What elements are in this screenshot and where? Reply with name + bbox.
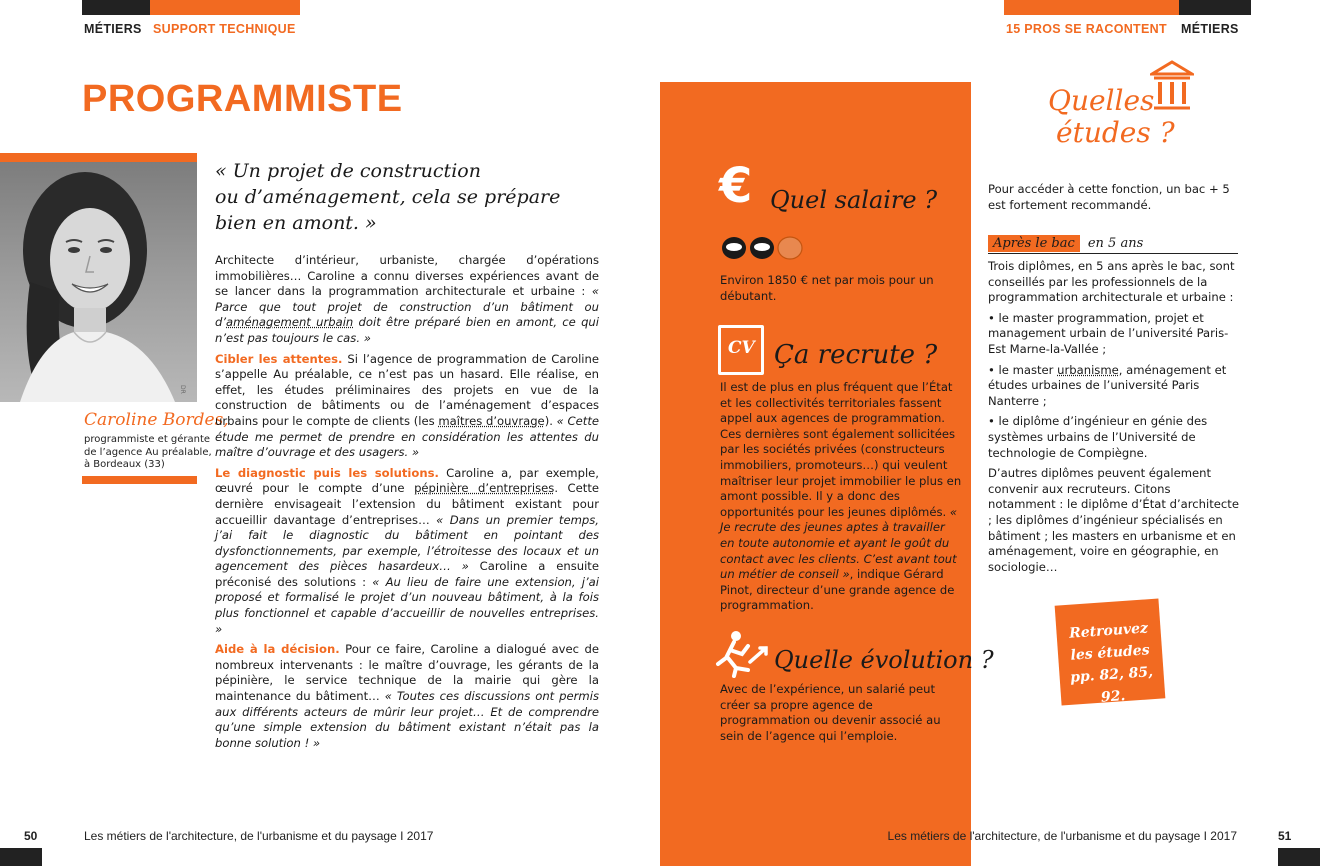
euro-icon: €	[719, 158, 753, 214]
link-amenagement-urbain[interactable]: aménagement urbain	[226, 315, 354, 330]
evolution-text: Avec de l’expérience, un salarié peut créer sa propre agence de programmation ou devenir associé au sein de l’agence qui l’emploie.	[720, 682, 941, 743]
coin-filled-icon	[722, 237, 746, 259]
cv-badge-label: CV	[728, 338, 755, 358]
paragraph-2-text-b: . Cette dernière envisageait l’extension du bâtiment existant pour accueillir davantage d’entreprises…	[215, 481, 599, 527]
header-bar-dark-left	[82, 0, 150, 15]
studies-title-line-1: Quelles	[1048, 84, 1155, 117]
photo-credit: DR	[179, 385, 186, 394]
intro-text: Architecte d’intérieur, urbaniste, chargée d’opérations immobilières… Caroline a connu diverses expériences avant de se lancer dans la programmation architecturale et urbaine :	[215, 253, 599, 299]
article-paragraph-2	[215, 466, 599, 638]
person-caption	[84, 434, 212, 472]
paragraph-3-text: Pour ce faire, Caroline a dialogué avec de nombreux intervenants : le maître d’ouvrage, les gérants de la pépinière, le service technique de la mairie qui gère la maintenance du bâtiment…	[215, 642, 599, 704]
portrait-illustration	[0, 162, 197, 402]
header-subsection-right: MÉTIERS	[1181, 22, 1239, 36]
article-intro	[215, 253, 599, 347]
studies-tag: Après le bac	[988, 235, 1080, 252]
sticker-text	[1055, 598, 1166, 711]
quote-line-1: « Un projet de construction	[215, 160, 481, 182]
studies-lead: Trois diplômes, en 5 ans après le bac, sont conseillés par les professionnels de la programmation architecturale et urbaine :	[988, 259, 1235, 305]
sticker-line-1: Retrouvez	[1068, 620, 1149, 642]
salary-title: Quel salaire ?	[770, 186, 938, 214]
quote-line-3: bien en amont. »	[215, 212, 377, 234]
coin-empty-icon	[778, 237, 802, 259]
article-body	[215, 253, 599, 756]
header-section-right: 15 PROS SE RACONTENT	[1006, 22, 1167, 36]
header-bar-orange-right	[1004, 0, 1179, 15]
studies-item-3: • le diplôme d’ingénieur en génie des systèmes urbains de l’Université de technologie de Compiègne.	[988, 414, 1208, 460]
article-paragraph-1	[215, 352, 599, 461]
recruit-text	[720, 380, 962, 614]
footer-bar-right	[1278, 848, 1320, 866]
columns-icon	[1150, 60, 1194, 112]
recruit-title: Ça recrute ?	[774, 340, 938, 370]
quote-line-2: ou d’aménagement, cela se prépare	[215, 186, 561, 208]
header-bar-orange-left	[150, 0, 300, 15]
paragraph-1-punct: ).	[544, 413, 557, 428]
link-maitres-ouvrage[interactable]: maîtres d’ouvrage	[438, 413, 545, 428]
recruit-attribution: , indique Gérard Pinot, directeur d’une grande agence de programmation.	[720, 567, 955, 613]
link-pepiniere-entreprises[interactable]: pépinière d’entreprises	[414, 481, 555, 496]
studies-tag-suffix: en 5 ans	[1087, 236, 1144, 251]
intro-quote-end: doit être préparé bien en amont, ce qui n’est pas toujours le cas. »	[215, 315, 599, 345]
studies-item-2: • le master urbanisme, aménagement et études urbaines de l’université Paris Nanterre ;	[988, 362, 1227, 408]
paragraph-2-text-c: Caroline a ensuite préconisé des solutions :	[215, 559, 599, 589]
paragraph-3-lead: Aide à la décision.	[215, 642, 340, 657]
person-city: à Bordeaux (33)	[84, 459, 165, 470]
sticker-line-2: les études	[1070, 642, 1151, 664]
studies-tag-row	[988, 232, 1238, 254]
pull-quote	[215, 158, 560, 236]
footer-text-right: Les métiers de l'architecture, de l'urbanisme et du paysage I 2017	[887, 829, 1237, 843]
footer-text-left: Les métiers de l'architecture, de l'urbanisme et du paysage I 2017	[84, 829, 434, 843]
footer-page-number-left: 50	[24, 829, 38, 843]
footer-bar-left	[0, 848, 42, 866]
coins-rating	[720, 234, 830, 262]
caption-bottom-rule	[82, 476, 197, 484]
paragraph-1-quote: « Cette étude me permet de prendre en considération les attentes du maître d’ouvrage et des usagers. »	[215, 413, 600, 460]
link-urbanisme[interactable]: urbanisme	[1057, 362, 1119, 377]
studies-title-line-2: études ?	[1056, 116, 1175, 149]
salary-text: Environ 1850 € net par mois pour un débutant.	[720, 273, 934, 303]
cv-icon	[718, 325, 764, 375]
person-org: de l’agence Au préalable,	[84, 446, 212, 458]
footer-page-number-right: 51	[1278, 829, 1292, 843]
recruit-quote: « Je recrute des jeunes aptes à travailler en toute autonomie et ayant le goût du contact avec les clients. C’est avant tout un métier de conseil »	[720, 504, 958, 582]
sticker-line-3: pp. 82, 85, 92.	[1069, 664, 1154, 706]
photo-top-rule	[0, 153, 197, 162]
portrait-photo	[0, 162, 197, 402]
recruit-paragraph: Il est de plus en plus fréquent que l’État et les collectivités territoriales fassent appel aux agences de programmation. Ces dernières sont également sollicitées par les sociétés privées (constructeurs immobiliers, promoteurs…) qui veulent maîtriser leur projet immobilier le plus en amont possible. Il y a donc des opportunités pour les jeunes diplômés.	[720, 380, 962, 519]
studies-intro: Pour accéder à cette fonction, un bac + 5 est fortement recommandé.	[988, 182, 1230, 212]
paragraph-1-text: Si l’agence de programmation de Caroline s’appelle Au préalable, ce n’est pas un hasard. Elle réalise, en effet, les études préliminaires des projets en vue de la construction de bâtiments ou de l’aménagement d’espaces urbains pour le compte de clients (les	[215, 351, 599, 428]
person-role: programmiste et gérante	[84, 434, 211, 445]
evolution-title: Quelle évolution ?	[774, 646, 994, 674]
studies-item-1: • le master programmation, projet et management urbain de l’université Paris-Est Marne-la-Vallée ;	[988, 310, 1229, 356]
studies-list	[988, 259, 1240, 580]
paragraph-2-quote-1: « Dans un premier temps, j’ai fait le diagnostic du bâtiment en pointant des dysfonctionnements, par exemple, l’étroitesse des locaux et un agencement des pièces hasardeux… »	[215, 512, 599, 574]
paragraph-3-quote: « Toutes ces discussions ont permis aux différents acteurs de mûrir leur projet… Et de comprendre qu’une simple extension du bâtiment existant n’était pas la bonne solution ! »	[215, 689, 599, 750]
header-subsection-left: SUPPORT TECHNIQUE	[153, 22, 296, 36]
page-title: PROGRAMMISTE	[82, 78, 403, 120]
studies-sticker[interactable]	[1055, 598, 1166, 705]
paragraph-1-lead: Cibler les attentes.	[215, 351, 343, 366]
paragraph-2-lead: Le diagnostic puis les solutions.	[215, 465, 439, 480]
article-paragraph-3	[215, 642, 599, 751]
header-section-left: MÉTIERS	[84, 22, 142, 36]
paragraph-2-text: Caroline a, par exemple, œuvré pour le compte d’une	[215, 465, 599, 496]
header-bar-dark-right	[1179, 0, 1251, 15]
salary-coins	[720, 234, 830, 262]
person-name: Caroline Bordes,	[84, 410, 229, 430]
studies-other: D’autres diplômes peuvent également convenir aux recruteurs. Citons notamment : le diplôme d’État d’architecte ; les diplômes d’ingénieur spécialisés en bâtiment ; les masters en urbanisme et en aménagement, voire en géographie, en sociologie…	[988, 466, 1239, 574]
intro-quote: « Parce que tout projet de construction d’un bâtiment ou d’	[215, 284, 599, 330]
coin-filled-icon	[750, 237, 774, 259]
evolution-icon	[714, 628, 772, 678]
paragraph-2-quote-2: « Au lieu de faire une extension, j’ai proposé et formalisé le projet d’un nouveau bâtiment, à la fois plus fonctionnel et capable d’accueillir de nouvelles entreprises. »	[215, 574, 599, 636]
